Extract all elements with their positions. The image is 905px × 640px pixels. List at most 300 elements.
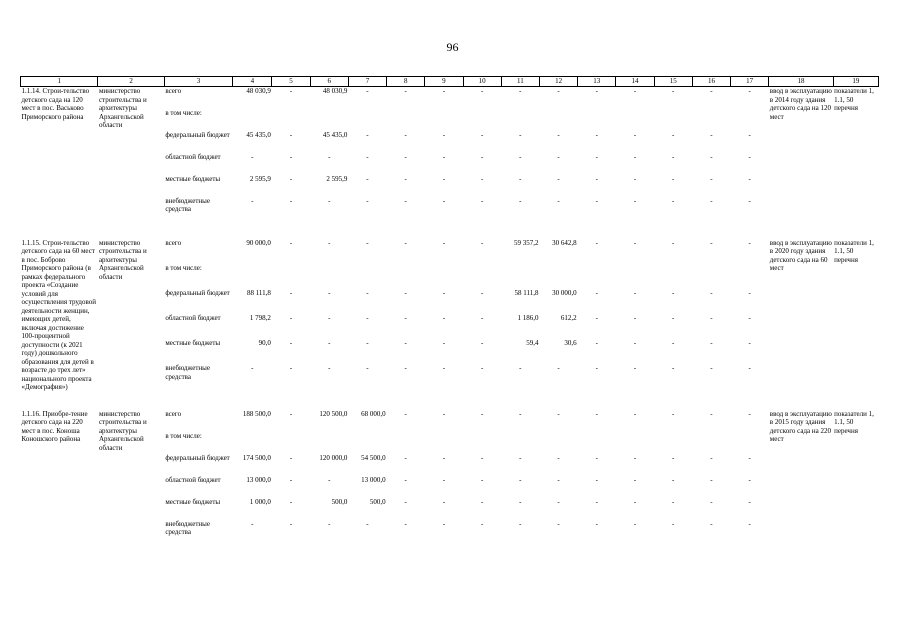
funding-source-label: всего — [165, 87, 182, 95]
value-cell: - — [557, 174, 560, 183]
value-cell: - — [480, 364, 484, 373]
value-cell: - — [710, 174, 713, 183]
empty-cell — [692, 264, 730, 289]
value-cell: - — [480, 174, 484, 183]
funding-source-label: в том числе: — [165, 263, 202, 272]
value-cell: - — [251, 152, 254, 161]
empty-cell — [692, 109, 730, 131]
value-cell: - — [328, 338, 331, 347]
funding-source-label: всего — [165, 238, 182, 247]
empty-cell — [233, 432, 272, 454]
value-cell: - — [289, 130, 293, 139]
value-cell: - — [633, 288, 637, 297]
value-cell: - — [557, 497, 560, 506]
empty-cell — [272, 432, 310, 454]
value-cell: - — [557, 519, 560, 528]
value-cell: - — [710, 196, 713, 205]
value-cell: - — [442, 497, 446, 506]
value-cell: - — [633, 152, 637, 161]
column-number-5: 5 — [272, 77, 310, 87]
value-cell: 90 000,0 — [246, 238, 271, 247]
value-cell: 59 357,2 — [513, 238, 539, 247]
value-cell: - — [672, 130, 675, 139]
value-cell: - — [404, 453, 407, 462]
value-cell: - — [404, 409, 407, 418]
value-cell: - — [519, 87, 522, 95]
value-cell: - — [595, 174, 598, 183]
value-cell: - — [633, 174, 637, 183]
value-cell: - — [710, 364, 713, 373]
value-cell: 48 030,9 — [246, 87, 271, 95]
value-cell: - — [748, 152, 751, 161]
value-cell: 174 500,0 — [242, 453, 271, 462]
value-cell: - — [480, 87, 484, 95]
value-cell: - — [289, 453, 293, 462]
value-cell: - — [748, 174, 751, 183]
empty-cell — [463, 109, 501, 131]
value-cell: - — [710, 497, 713, 506]
value-cell: - — [710, 130, 713, 139]
value-cell: - — [557, 152, 560, 161]
value-cell: - — [404, 313, 407, 322]
value-cell: - — [633, 238, 637, 247]
value-cell: - — [672, 475, 675, 484]
empty-cell — [348, 432, 386, 454]
value-cell: - — [289, 475, 293, 484]
value-cell: - — [748, 313, 751, 322]
value-cell: - — [366, 130, 369, 139]
value-cell: 58 111,8 — [514, 288, 539, 297]
value-cell: - — [404, 174, 407, 183]
value-cell: 120 500,0 — [319, 409, 348, 418]
funding-source-label: областной бюджет — [165, 152, 221, 161]
value-cell: - — [289, 338, 293, 347]
value-cell: - — [442, 174, 446, 183]
value-cell: - — [328, 152, 331, 161]
funding-source-label: федеральный бюджет — [165, 130, 230, 139]
value-cell: 13 000,0 — [361, 475, 386, 484]
empty-cell — [501, 264, 539, 289]
value-cell: - — [442, 453, 446, 462]
value-cell: - — [289, 87, 293, 95]
value-cell: - — [672, 497, 675, 506]
spacer-cell — [21, 221, 879, 239]
value-cell: - — [633, 519, 637, 528]
measure-name: 1.1.16. Приобре-тение детского сада на 220 мест в пос. Коноша Коношского района — [21, 409, 88, 443]
empty-cell — [616, 109, 654, 131]
value-cell: - — [328, 196, 331, 205]
value-cell: - — [480, 288, 484, 297]
value-cell: - — [404, 87, 407, 95]
column-number-13: 13 — [578, 77, 616, 87]
value-cell: - — [748, 288, 751, 297]
value-cell: - — [366, 196, 369, 205]
value-cell: - — [595, 313, 598, 322]
value-cell: - — [404, 338, 407, 347]
value-cell: - — [519, 475, 522, 484]
value-cell: - — [519, 364, 522, 373]
empty-cell — [731, 109, 769, 131]
column-number-4: 4 — [233, 77, 272, 87]
value-cell: - — [672, 519, 675, 528]
value-cell: - — [748, 409, 751, 418]
target-indicator: показатели 1, 1.1, 50 перечня — [834, 87, 874, 112]
value-cell: - — [633, 497, 637, 506]
value-cell: 612,2 — [560, 313, 577, 322]
column-number-row — [21, 77, 879, 87]
measure-name: 1.1.15. Строи-тельство детского сада на 60 мест в пос. Боброво Приморского района (в рамках федерального проекта «Создание условий для осуществления трудовой деятельности женщин, имеющих детей, включая достижение 100-процентной доступности (к 2021 году) дошкольного образования для детей в возрасте до трех лет» национального проекта «Демография») — [21, 238, 96, 391]
value-cell: - — [442, 338, 446, 347]
column-number-3: 3 — [164, 77, 232, 87]
value-cell: - — [748, 364, 751, 373]
empty-cell — [272, 109, 310, 131]
empty-cell — [731, 432, 769, 454]
value-cell: - — [519, 196, 522, 205]
column-number-10: 10 — [463, 77, 501, 87]
value-cell: - — [519, 453, 522, 462]
value-cell: 1 186,0 — [517, 313, 539, 322]
value-cell: - — [289, 313, 293, 322]
value-cell: - — [519, 174, 522, 183]
value-cell: - — [328, 364, 331, 373]
value-cell: - — [557, 475, 560, 484]
value-cell: - — [748, 453, 751, 462]
value-cell: - — [519, 519, 522, 528]
value-cell: - — [595, 338, 598, 347]
value-cell: - — [289, 238, 293, 247]
value-cell: - — [748, 238, 751, 247]
value-cell: - — [633, 364, 637, 373]
column-number-11: 11 — [501, 77, 539, 87]
program-table — [20, 76, 879, 544]
empty-cell — [578, 432, 616, 454]
column-number-14: 14 — [616, 77, 654, 87]
value-cell: - — [595, 87, 598, 95]
value-cell: - — [366, 338, 369, 347]
value-cell: 45 435,0 — [322, 130, 348, 139]
value-cell: - — [710, 288, 713, 297]
group-spacer — [21, 221, 879, 239]
value-cell: - — [404, 196, 407, 205]
measure-name: 1.1.14. Строи-тельство детского сада на 120 мест в пос. Васьково Приморского района — [21, 87, 90, 121]
value-cell: - — [748, 338, 751, 347]
column-number-18: 18 — [769, 77, 833, 87]
value-cell: - — [251, 519, 254, 528]
value-cell: - — [519, 130, 522, 139]
value-cell: 68 000,0 — [361, 409, 386, 418]
value-cell: - — [595, 152, 598, 161]
value-cell: 45 435,0 — [246, 130, 271, 139]
expected-result: ввод в эксплуатацию в 2014 году здания детского сада на 120 мест — [769, 87, 832, 121]
funding-source-label: в том числе: — [165, 108, 202, 117]
value-cell: - — [328, 288, 331, 297]
value-cell: - — [557, 196, 560, 205]
value-cell: - — [289, 409, 293, 418]
value-cell: - — [710, 313, 713, 322]
table-row — [21, 87, 879, 109]
value-cell: - — [442, 409, 446, 418]
value-cell: - — [519, 409, 522, 418]
value-cell: - — [633, 453, 637, 462]
value-cell: - — [672, 174, 675, 183]
empty-cell — [348, 264, 386, 289]
value-cell: - — [595, 364, 598, 373]
expected-result: ввод в эксплуатацию в 2015 году здания детского сада на 220 мест — [769, 409, 832, 443]
empty-cell — [233, 109, 272, 131]
value-cell: - — [748, 519, 751, 528]
funding-source-label: местные бюджеты — [165, 174, 221, 183]
group-spacer — [21, 392, 879, 410]
value-cell: - — [480, 453, 484, 462]
value-cell: - — [672, 238, 675, 247]
column-number-1: 1 — [21, 77, 98, 87]
empty-cell — [692, 432, 730, 454]
value-cell: - — [289, 288, 293, 297]
value-cell: - — [289, 152, 293, 161]
value-cell: - — [595, 238, 598, 247]
value-cell: - — [442, 238, 446, 247]
value-cell: - — [595, 497, 598, 506]
value-cell: - — [289, 519, 293, 528]
funding-source-label: в том числе: — [165, 431, 202, 440]
value-cell: - — [672, 152, 675, 161]
value-cell: - — [404, 475, 407, 484]
value-cell: 30 642,8 — [552, 238, 577, 247]
document-page — [20, 76, 880, 544]
value-cell: 2 595,9 — [326, 174, 348, 183]
value-cell: - — [557, 453, 560, 462]
funding-source-label: внебюджетные средства — [165, 364, 210, 381]
empty-cell — [463, 264, 501, 289]
value-cell: 1 798,2 — [249, 313, 271, 322]
value-cell: - — [710, 453, 713, 462]
value-cell: - — [480, 409, 484, 418]
empty-cell — [463, 432, 501, 454]
value-cell: - — [328, 238, 331, 247]
value-cell: 1 000,0 — [249, 497, 271, 506]
value-cell: - — [442, 87, 446, 95]
empty-cell — [387, 264, 425, 289]
value-cell: - — [480, 238, 484, 247]
column-number-6: 6 — [310, 77, 348, 87]
value-cell: - — [672, 196, 675, 205]
value-cell: - — [672, 453, 675, 462]
value-cell: - — [480, 475, 484, 484]
empty-cell — [425, 264, 463, 289]
empty-cell — [387, 109, 425, 131]
target-indicator: показатели 1, 1.1, 50 перечня — [834, 238, 874, 264]
value-cell: - — [557, 130, 560, 139]
empty-cell — [578, 109, 616, 131]
value-cell: - — [557, 409, 560, 418]
funding-source-label: внебюджетные средства — [165, 196, 210, 213]
column-number-8: 8 — [387, 77, 425, 87]
value-cell: - — [480, 313, 484, 322]
funding-source-label: всего — [165, 409, 182, 418]
value-cell: - — [404, 497, 407, 506]
value-cell: - — [366, 288, 369, 297]
value-cell: - — [366, 152, 369, 161]
value-cell: - — [289, 196, 293, 205]
value-cell: - — [404, 130, 407, 139]
value-cell: - — [710, 152, 713, 161]
value-cell: - — [595, 453, 598, 462]
funding-source-label: местные бюджеты — [165, 338, 221, 347]
value-cell: - — [328, 519, 331, 528]
empty-cell — [310, 264, 348, 289]
value-cell: - — [672, 87, 675, 95]
value-cell: - — [404, 238, 407, 247]
value-cell: - — [633, 475, 637, 484]
value-cell: 30 000,0 — [552, 288, 577, 297]
value-cell: 500,0 — [331, 497, 348, 506]
funding-source-label: федеральный бюджет — [165, 288, 230, 297]
value-cell: - — [289, 174, 293, 183]
value-cell: - — [748, 130, 751, 139]
value-cell: - — [442, 519, 446, 528]
value-cell: - — [480, 338, 484, 347]
value-cell: - — [442, 475, 446, 484]
value-cell: - — [595, 519, 598, 528]
empty-cell — [501, 432, 539, 454]
value-cell: - — [480, 196, 484, 205]
value-cell: - — [710, 475, 713, 484]
empty-cell — [616, 432, 654, 454]
empty-cell — [616, 264, 654, 289]
value-cell: - — [595, 288, 598, 297]
target-indicator: показатели 1, 1.1, 50 перечня — [834, 409, 874, 435]
value-cell: - — [328, 313, 331, 322]
value-cell: - — [672, 313, 675, 322]
value-cell: - — [710, 409, 713, 418]
empty-cell — [387, 432, 425, 454]
value-cell: - — [404, 152, 407, 161]
value-cell: 188 500,0 — [242, 409, 271, 418]
value-cell: - — [442, 364, 446, 373]
value-cell: - — [748, 497, 751, 506]
value-cell: - — [442, 130, 446, 139]
value-cell: - — [633, 130, 637, 139]
value-cell: - — [404, 519, 407, 528]
empty-cell — [425, 109, 463, 131]
value-cell: 48 030,9 — [322, 87, 348, 95]
value-cell: 54 500,0 — [361, 453, 386, 462]
value-cell: - — [557, 364, 560, 373]
value-cell: - — [595, 130, 598, 139]
value-cell: - — [251, 364, 254, 373]
value-cell: - — [289, 364, 293, 373]
value-cell: - — [595, 196, 598, 205]
page-number: 96 — [446, 40, 459, 54]
spacer-cell — [21, 392, 879, 410]
empty-cell — [348, 109, 386, 131]
empty-cell — [731, 264, 769, 289]
value-cell: - — [366, 313, 369, 322]
value-cell: - — [595, 475, 598, 484]
value-cell: - — [710, 338, 713, 347]
column-number-16: 16 — [692, 77, 730, 87]
empty-cell — [539, 264, 577, 289]
empty-cell — [578, 264, 616, 289]
table-row — [21, 239, 879, 264]
expected-result: ввод в эксплуатацию в 2020 году здания детского сада на 60 мест — [769, 238, 832, 272]
value-cell: - — [442, 196, 446, 205]
column-number-7: 7 — [348, 77, 386, 87]
funding-source-label: федеральный бюджет — [165, 453, 230, 462]
value-cell: - — [710, 519, 713, 528]
value-cell: - — [748, 475, 751, 484]
empty-cell — [654, 432, 692, 454]
column-number-12: 12 — [539, 77, 577, 87]
empty-cell — [539, 432, 577, 454]
value-cell: - — [404, 288, 407, 297]
value-cell: - — [672, 409, 675, 418]
value-cell: - — [442, 152, 446, 161]
value-cell: - — [251, 196, 254, 205]
value-cell: 120 000,0 — [319, 453, 348, 462]
value-cell: - — [480, 519, 484, 528]
value-cell: 30,6 — [564, 338, 577, 347]
value-cell: - — [672, 364, 675, 373]
column-number-2: 2 — [98, 77, 164, 87]
value-cell: - — [672, 288, 675, 297]
empty-cell — [233, 264, 272, 289]
value-cell: - — [480, 497, 484, 506]
value-cell: - — [633, 87, 637, 95]
value-cell: 2 595,9 — [249, 174, 271, 183]
value-cell: - — [557, 87, 560, 95]
value-cell: - — [633, 196, 637, 205]
value-cell: - — [710, 87, 713, 95]
value-cell: - — [366, 238, 369, 247]
table-row — [21, 410, 879, 432]
value-cell: - — [366, 87, 369, 95]
value-cell: 13 000,0 — [246, 475, 271, 484]
responsible-executor: министерство строительства и архитектуры Архангельской области — [98, 409, 147, 452]
value-cell: - — [519, 152, 522, 161]
value-cell: - — [633, 338, 637, 347]
responsible-executor: министерство строительства и архитектуры Архангельской области — [98, 87, 147, 129]
value-cell: 59,4 — [526, 338, 539, 347]
value-cell: - — [480, 130, 484, 139]
value-cell: - — [289, 497, 293, 506]
value-cell: - — [633, 409, 637, 418]
column-number-17: 17 — [731, 77, 769, 87]
column-number-15: 15 — [654, 77, 692, 87]
funding-source-label: областной бюджет — [165, 313, 221, 322]
value-cell: - — [328, 475, 331, 484]
value-cell: - — [748, 196, 751, 205]
value-cell: 500,0 — [369, 497, 386, 506]
empty-cell — [425, 432, 463, 454]
column-number-9: 9 — [425, 77, 463, 87]
value-cell: - — [404, 364, 407, 373]
empty-cell — [654, 109, 692, 131]
empty-cell — [539, 109, 577, 131]
column-number-19: 19 — [833, 77, 878, 87]
empty-cell — [272, 264, 310, 289]
value-cell: - — [595, 409, 598, 418]
value-cell: - — [366, 519, 369, 528]
value-cell: - — [710, 238, 713, 247]
value-cell: 90,0 — [258, 338, 271, 347]
responsible-executor: министерство строительства и архитектуры Архангельской области — [98, 238, 147, 281]
value-cell: - — [480, 152, 484, 161]
empty-cell — [501, 109, 539, 131]
value-cell: - — [519, 497, 522, 506]
value-cell: - — [748, 87, 751, 95]
value-cell: - — [366, 364, 369, 373]
